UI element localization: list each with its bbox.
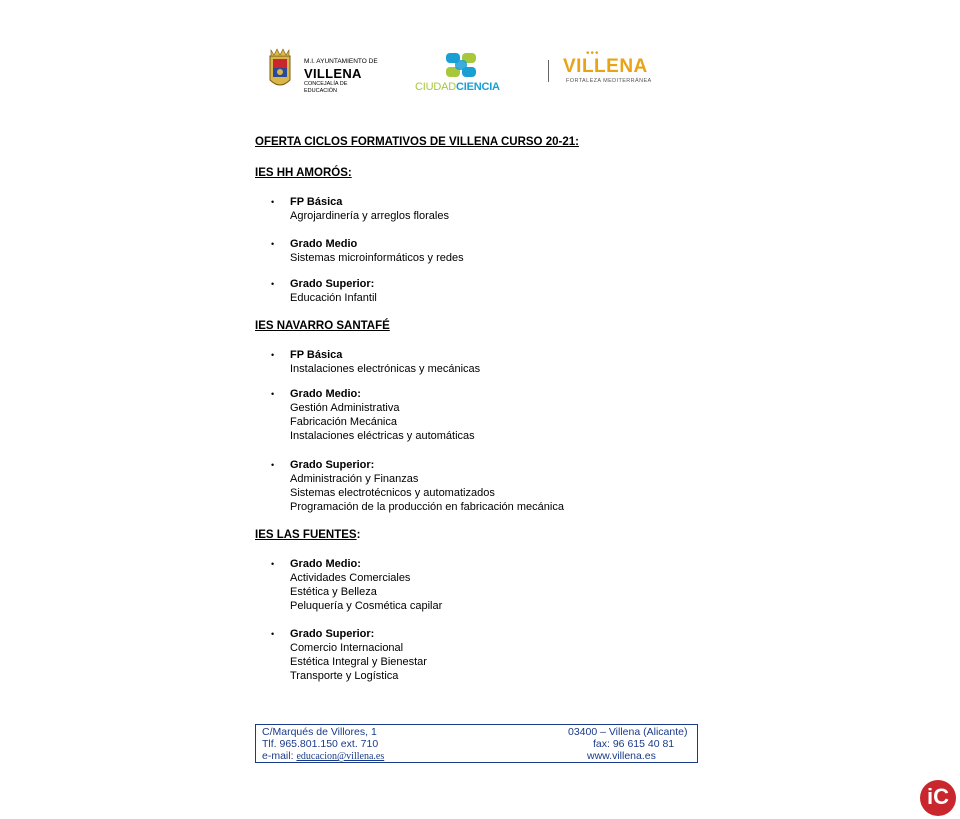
list-item [290, 627, 427, 683]
footer-email-row [262, 750, 384, 763]
ciudad-label: CIUDAD [415, 81, 456, 93]
course-name: Actividades Comerciales [290, 572, 411, 584]
course-name: Programación de la producción en fabricación mecánica [290, 501, 564, 513]
list-item [290, 557, 442, 613]
villena-brand-subtitle: FORTALEZA MEDITERRÁNEA [566, 78, 652, 84]
course-name: Administración y Finanzas [290, 473, 419, 485]
footer-address: C/Marqués de Villores, 1 [262, 726, 377, 738]
footer-phone: Tlf. 965.801.150 ext. 710 [262, 738, 379, 750]
footer-web-link[interactable]: www.villena.es [587, 750, 656, 762]
document-title: OFERTA CICLOS FORMATIVOS DE VILLENA CURSO 20-21: [255, 136, 579, 148]
villena-crest-icon [265, 46, 295, 94]
villena-label: VILLENA [304, 66, 362, 81]
school-heading-amoros: IES HH AMORÓS: [255, 167, 352, 179]
list-bullet: • [271, 559, 275, 569]
school-name-suffix: : [356, 529, 361, 541]
ayuntamiento-text [304, 58, 378, 94]
course-name: Comercio Internacional [290, 642, 404, 654]
list-bullet: • [271, 389, 275, 399]
level-heading: FP Básica [290, 196, 343, 208]
site-badge-icon[interactable] [920, 780, 956, 816]
list-item [290, 195, 449, 223]
course-name: Transporte y Logística [290, 670, 399, 682]
level-heading: Grado Superior: [290, 459, 375, 471]
course-name: Agrojardinería y arreglos florales [290, 210, 449, 222]
course-name: Educación Infantil [290, 292, 377, 304]
course-name: Peluquería y Cosmética capilar [290, 600, 443, 612]
concejalia-line-1: CONCEJALÍA DE [304, 81, 348, 87]
ciencia-label: CIENCIA [455, 81, 500, 93]
ayuntamiento-label: M.I. AYUNTAMIENTO DE [304, 58, 378, 65]
level-heading: FP Básica [290, 349, 343, 361]
list-item [290, 237, 464, 265]
footer-email-link[interactable]: educacion@villena.es [296, 751, 385, 762]
footer-email-label: e-mail: [262, 750, 297, 762]
list-item [290, 277, 377, 305]
footer-fax: fax: 96 615 40 81 [593, 738, 675, 750]
course-name: Instalaciones eléctricas y automáticas [290, 430, 475, 442]
list-bullet: • [271, 197, 275, 207]
list-bullet: • [271, 460, 275, 470]
level-heading: Grado Superior: [290, 278, 375, 290]
ciudad-ciencia-text [415, 81, 500, 93]
course-name: Gestión Administrativa [290, 402, 400, 414]
level-heading: Grado Superior: [290, 628, 375, 640]
badge-glyph: iC [927, 784, 949, 809]
level-heading: Grado Medio [290, 238, 358, 250]
course-name: Sistemas electrotécnicos y automatizados [290, 487, 495, 499]
level-heading: Grado Medio: [290, 558, 361, 570]
list-bullet: • [271, 350, 275, 360]
course-name: Sistemas microinformáticos y redes [290, 252, 464, 264]
course-name: Instalaciones electrónicas y mecánicas [290, 363, 481, 375]
list-bullet: • [271, 279, 275, 289]
contact-footer [255, 724, 698, 763]
course-name: Fabricación Mecánica [290, 416, 397, 428]
villena-brand-name: VILLENA [563, 56, 648, 77]
list-bullet: • [271, 629, 275, 639]
list-item [290, 387, 475, 443]
level-heading: Grado Medio: [290, 388, 361, 400]
concejalia-line-2: EDUCACIÓN [304, 87, 338, 94]
list-item [290, 458, 564, 514]
course-name: Estética y Belleza [290, 586, 377, 598]
logo-divider [548, 60, 549, 82]
list-item [290, 348, 480, 376]
list-bullet: • [271, 239, 275, 249]
school-name: IES LAS FUENTES [255, 529, 357, 541]
school-heading-las-fuentes [255, 529, 360, 541]
footer-city: 03400 – Villena (Alicante) [568, 726, 688, 738]
course-name: Estética Integral y Bienestar [290, 656, 427, 668]
header-logos [262, 44, 662, 104]
school-heading-navarro-santafe: IES NAVARRO SANTAFÉ [255, 320, 390, 332]
villena-brand-dots: ••• [586, 48, 600, 59]
ciudad-ciencia-logo-icon [444, 51, 478, 81]
